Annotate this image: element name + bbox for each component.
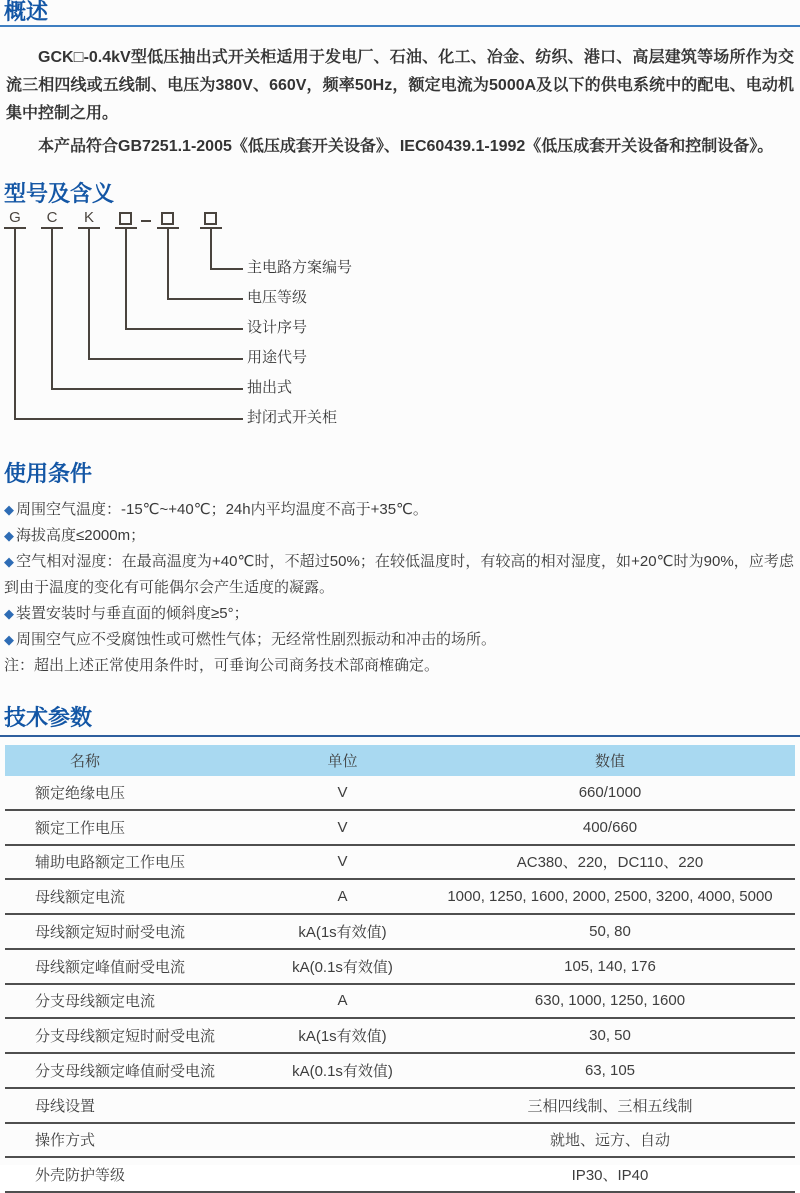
table-header-row — [5, 745, 795, 776]
diamond-bullet-icon: ◆ — [4, 554, 15, 569]
diagram-hline-box3 — [210, 268, 243, 270]
section-title-tech: 技术参数 — [4, 705, 93, 730]
row-name: 外壳防护等级 — [35, 1167, 126, 1185]
row-value: 630, 1000, 1250, 1600 — [534, 992, 686, 1010]
row-unit: V — [337, 783, 348, 801]
condition-item-altitude — [4, 523, 794, 549]
condition-text: 周围空气温度：-15℃~+40℃；24h内平均温度不高于+35℃。 — [16, 501, 428, 518]
section-title-conditions: 使用条件 — [4, 461, 93, 486]
row-name: 额定工作电压 — [35, 819, 126, 837]
conditions-list — [4, 497, 794, 679]
row-value: 30, 50 — [589, 1027, 631, 1045]
table-row — [5, 1054, 795, 1089]
model-label-main-circuit-scheme: 主电路方案编号 — [247, 259, 353, 276]
table-row — [5, 915, 795, 950]
row-value: 三相四线制、三相五线制 — [527, 1097, 693, 1115]
row-value: 1000, 1250, 1600, 2000, 2500, 3200, 4000, 5000 — [447, 888, 773, 906]
condition-item-humidity — [4, 549, 794, 601]
diagram-vline-g — [14, 229, 16, 420]
diagram-hline-box1 — [125, 328, 243, 330]
model-code-diagram — [4, 209, 800, 439]
model-letter-g: G — [9, 209, 21, 226]
diagram-vline-k — [88, 229, 90, 360]
row-unit: V — [337, 853, 348, 871]
row-unit: A — [337, 888, 348, 906]
tech-title-rule — [0, 735, 800, 737]
tech-parameters-table — [5, 745, 795, 1193]
row-name: 额定绝缘电压 — [35, 784, 126, 802]
condition-item-atmosphere — [4, 627, 794, 653]
diagram-vline-box1 — [125, 229, 127, 330]
model-box-symbol-2 — [161, 212, 174, 225]
row-value: 105, 140, 176 — [564, 957, 656, 975]
overview-title-rule — [0, 25, 800, 27]
table-row — [5, 985, 795, 1020]
conditions-note: 注：超出上述正常使用条件时，可垂询公司商务技术部商榷确定。 — [4, 657, 440, 674]
model-box-symbol-3 — [204, 212, 217, 225]
column-header-name: 名称 — [70, 753, 101, 770]
row-name: 母线额定短时耐受电流 — [35, 923, 186, 941]
row-name: 分支母线额定短时耐受电流 — [35, 1028, 216, 1046]
row-unit: kA(1s有效值) — [298, 1028, 387, 1046]
model-label-design-serial: 设计序号 — [247, 319, 308, 336]
section-title-overview: 概述 — [4, 0, 49, 24]
table-row — [5, 811, 795, 846]
row-value: IP30、IP40 — [571, 1167, 649, 1185]
diagram-hline-g — [14, 418, 243, 420]
table-row — [5, 950, 795, 985]
overview-paragraph-1: GCK□-0.4kV型低压抽出式开关柜适用于发电厂、石油、化工、冶金、纺织、港口、高层建筑等场所作为交流三相四线或五线制、电压为380V、660V，频率50Hz，额定电流为5000A及以下的供电系统中的配电、电动机集中控制之用。 — [6, 49, 794, 122]
diagram-vline-c — [51, 229, 53, 390]
condition-item-temperature — [4, 497, 794, 523]
diamond-bullet-icon: ◆ — [4, 632, 14, 647]
table-row — [5, 776, 795, 811]
row-value: 63, 105 — [584, 1061, 636, 1079]
condition-text: 海拔高度≤2000m； — [16, 527, 146, 544]
model-box-symbol-1 — [119, 212, 132, 225]
row-name: 分支母线额定峰值耐受电流 — [35, 1062, 216, 1080]
row-value: 400/660 — [582, 818, 638, 836]
column-header-unit: 单位 — [327, 753, 358, 770]
model-label-drawout-type: 抽出式 — [247, 379, 293, 396]
row-value: 就地、远方、自动 — [549, 1132, 670, 1150]
condition-text: 空气相对湿度：在最高温度为+40℃时，不超过50%；在较低温度时，有较高的相对湿度，如+20℃时为90%，应考虑到由于温度的变化有可能偶尔会产生适度的凝露。 — [4, 553, 794, 596]
row-name: 分支母线额定电流 — [35, 993, 156, 1011]
condition-text: 装置安装时与垂直面的倾斜度≥5°； — [16, 605, 249, 622]
row-name: 辅助电路额定工作电压 — [35, 854, 186, 872]
diamond-bullet-icon: ◆ — [4, 528, 14, 543]
diamond-bullet-icon: ◆ — [4, 502, 14, 517]
overview-paragraph-2: 本产品符合GB7251.1-2005《低压成套开关设备》、IEC60439.1-1992《低压成套开关设备和控制设备》。 — [38, 138, 774, 155]
row-unit: kA(0.1s有效值) — [292, 1062, 393, 1080]
table-row — [5, 846, 795, 881]
row-unit: kA(0.1s有效值) — [292, 958, 393, 976]
model-label-voltage-class: 电压等级 — [247, 289, 308, 306]
table-row — [5, 880, 795, 915]
table-row — [5, 1158, 795, 1193]
diagram-hline-k — [88, 358, 243, 360]
row-name: 操作方式 — [35, 1132, 96, 1150]
row-unit: V — [337, 818, 348, 836]
model-dash-separator — [141, 220, 151, 222]
diamond-bullet-icon: ◆ — [4, 606, 14, 621]
row-name: 母线额定峰值耐受电流 — [35, 958, 186, 976]
condition-text: 周围空气应不受腐蚀性或可燃性气体；无经常性剧烈振动和冲击的场所。 — [16, 631, 497, 648]
model-letter-k: K — [83, 209, 94, 226]
table-row — [5, 1019, 795, 1054]
row-unit: kA(1s有效值) — [298, 923, 387, 941]
table-row — [5, 1089, 795, 1124]
diagram-hline-box2 — [167, 298, 243, 300]
row-value: AC380、220，DC110、220 — [516, 854, 704, 872]
section-title-model: 型号及含义 — [4, 181, 115, 206]
condition-item-tilt — [4, 601, 794, 627]
diagram-vline-box2 — [167, 229, 169, 300]
diagram-vline-box3 — [210, 229, 212, 270]
row-unit: A — [337, 992, 348, 1010]
row-value: 50, 80 — [589, 922, 631, 940]
model-label-purpose-code: 用途代号 — [247, 349, 308, 366]
row-value: 660/1000 — [578, 783, 642, 801]
row-name: 母线额定电流 — [35, 889, 126, 907]
model-letter-c: C — [46, 209, 58, 226]
model-label-enclosed-switchgear: 封闭式开关柜 — [247, 409, 338, 426]
table-row — [5, 1124, 795, 1159]
row-name: 母线设置 — [35, 1097, 96, 1115]
diagram-hline-c — [51, 388, 243, 390]
column-header-value: 数值 — [594, 753, 625, 770]
